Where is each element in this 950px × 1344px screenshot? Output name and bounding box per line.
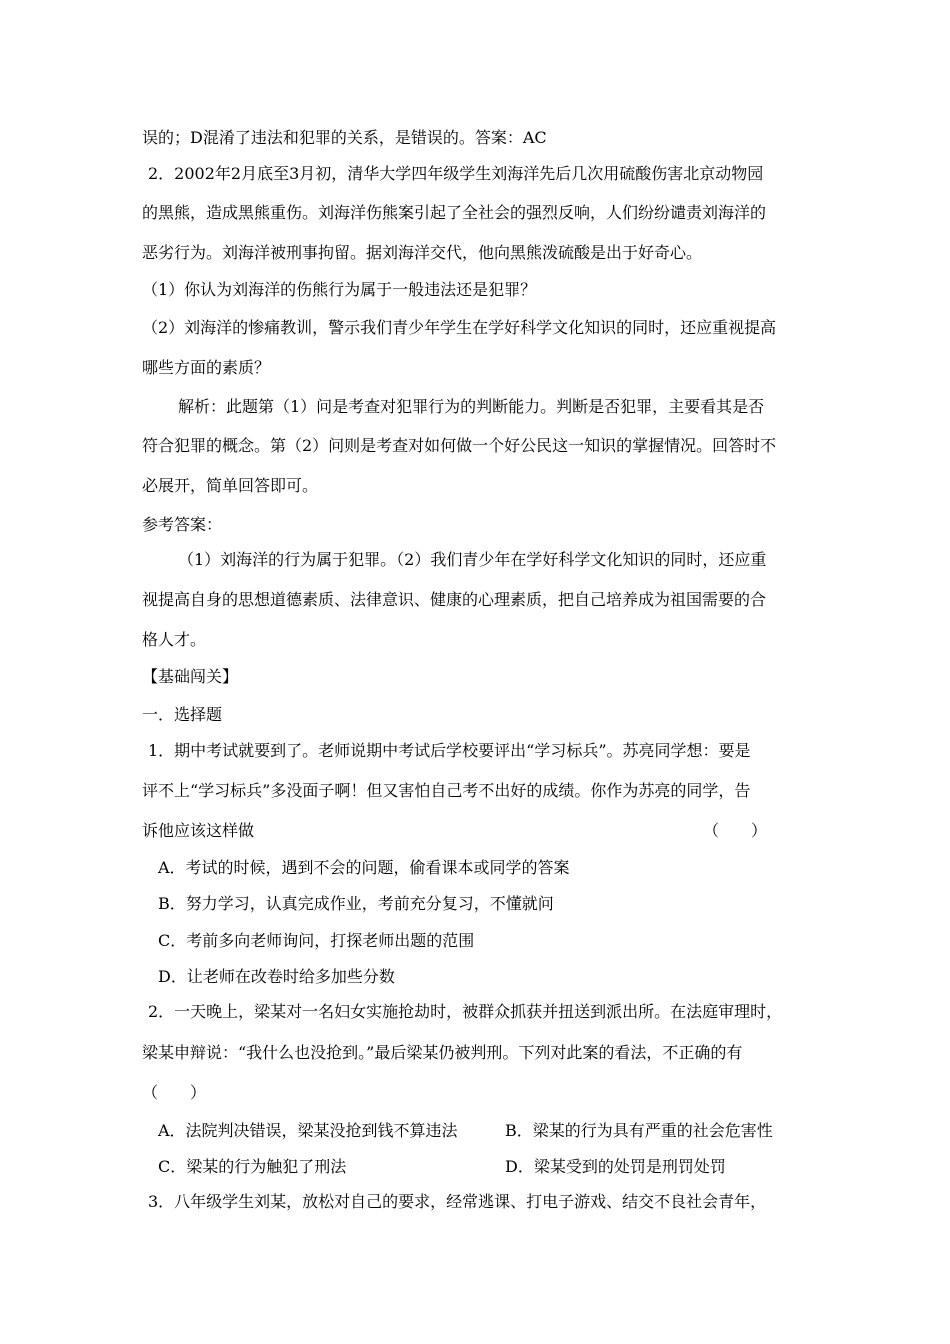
text-line: 视提高自身的思想道德素质、法律意识、健康的心理素质，把自己培养成为祖国需要的合 bbox=[142, 590, 767, 609]
answer-heading: 参考答案： bbox=[142, 515, 223, 534]
text-line: 的黑熊，造成黑熊重伤。刘海洋伤熊案引起了全社会的强烈反响，人们纷纷谴责刘海洋的 bbox=[142, 203, 767, 222]
option-b: B．努力学习，认真完成作业，考前充分复习，不懂就问 bbox=[158, 894, 554, 913]
text-line: 哪些方面的素质？ bbox=[142, 358, 271, 377]
text-line: 评不上“学习标兵”多没面子啊！但又害怕自己考不出好的成绩。你作为苏亮的同学，告 bbox=[142, 781, 751, 800]
answer-line-1: （1）刘海洋的行为属于犯罪。（2）我们青少年在学好科学文化知识的同时，还应重 bbox=[178, 550, 767, 569]
text-line: 2．2002年2月底至3月初，清华大学四年级学生刘海洋先后几次用硫酸伤害北京动物园 bbox=[148, 164, 764, 183]
question-2-line-1 bbox=[148, 164, 810, 184]
text-line: （1）你认为刘海洋的伤熊行为属于一般违法还是犯罪？ bbox=[142, 280, 537, 299]
text-line: 误的；D混淆了违法和犯罪的关系，是错误的。答案：AC bbox=[142, 128, 547, 147]
text-line: 恶劣行为。刘海洋被刑事拘留。据刘海洋交代，他向黑熊泼硫酸是出于好奇心。 bbox=[142, 243, 703, 262]
text-line: 必展开，简单回答即可。 bbox=[142, 476, 319, 495]
option-d: D．让老师在改卷时给多加些分数 bbox=[158, 967, 395, 986]
option-b: B．梁某的行为具有严重的社会危害性 bbox=[505, 1121, 773, 1140]
analysis-line-1: 解析：此题第（1）问是考查对犯罪行为的判断能力。判断是否犯罪，主要看其是否 bbox=[178, 397, 765, 416]
option-a: A．考试的时候，遇到不会的问题，偷看课本或同学的答案 bbox=[158, 858, 570, 877]
question-3-line-1: 3．八年级学生刘某，放松对自己的要求，经常逃课、打电子游戏、结交不良社会青年， bbox=[148, 1192, 767, 1211]
text-line: 梁某申辩说：“我什么也没抢到。”最后梁某仍被判刑。下列对此案的看法，不正确的有 bbox=[142, 1043, 743, 1062]
answer-blank: （ ） bbox=[703, 821, 768, 840]
subsection-heading: 一．选择题 bbox=[142, 705, 223, 724]
option-d: D．梁某受到的处罚是刑罚处罚 bbox=[505, 1157, 726, 1176]
question-2b-line-1: 2．一天晚上，梁某对一名妇女实施抢劫时，被群众抓获并扭送到派出所。在法庭审理时， bbox=[148, 1002, 783, 1021]
text-line: 诉他应该这样做 bbox=[142, 821, 255, 840]
text-line: 符合犯罪的概念。第（2）问则是考查对如何做一个好公民这一知识的掌握情况。回答时不 bbox=[142, 436, 777, 455]
question-1-line-1: 1．期中考试就要到了。老师说期中考试后学校要评出“学习标兵”。苏亮同学想：要是 bbox=[148, 741, 751, 760]
text-line: （2）刘海洋的惨痛教训，警示我们青少年学生在学好科学文化知识的同时，还应重视提高 bbox=[142, 318, 777, 337]
section-heading: 【基础闯关】 bbox=[142, 667, 239, 686]
text-line: 格人才。 bbox=[142, 630, 207, 649]
option-a: A．法院判决错误，梁某没抢到钱不算违法 bbox=[158, 1121, 458, 1140]
answer-blank: （ ） bbox=[142, 1083, 207, 1102]
option-c: C．考前多向老师询问，打探老师出题的范围 bbox=[158, 931, 475, 950]
option-c: C．梁某的行为触犯了刑法 bbox=[158, 1157, 347, 1176]
